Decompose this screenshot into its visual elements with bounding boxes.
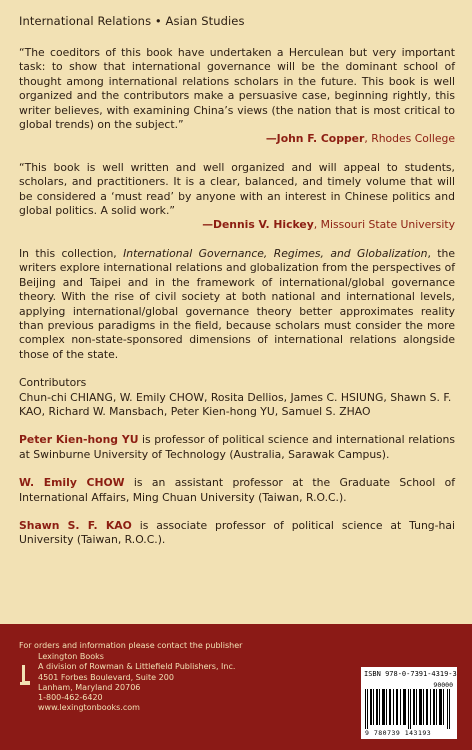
publisher-name: Lexington Books	[38, 652, 104, 661]
blurb-copper	[19, 46, 455, 147]
publisher-street: 4501 Forbes Boulevard, Suite 200	[38, 672, 174, 682]
description-before: In this collection,	[19, 246, 124, 260]
bio-yu	[19, 433, 455, 462]
bio-kao	[19, 519, 455, 548]
barcode-bars-icon	[365, 689, 453, 729]
description-after: , the writers explore international relations and globalization from the perspectives of Beijing and Taipei and in the framework of international/global governance theory. With the rise of civil society at both national and international levels, applying international/global governance theory better approximates reality than previous paradigms in the field, because scholars must consider the more complex non-state-sponsored dimensions of international relations alongside those of the state.	[19, 246, 455, 361]
publisher-footer	[0, 624, 472, 750]
publisher-division: A division of Rowman & Littlefield Publishers, Inc.	[38, 662, 236, 672]
blurb-hickey	[19, 161, 455, 233]
cover-content	[19, 14, 455, 562]
bio-name: Shawn S. F. KAO	[19, 518, 132, 532]
bio-name: Peter Kien-hong YU	[19, 433, 139, 447]
publisher-city: Lanham, Maryland 20706	[38, 682, 141, 692]
reviewer-institution: , Missouri State University	[313, 218, 455, 232]
reviewer-name: —Dennis V. Hickey	[202, 218, 314, 232]
book-description	[19, 247, 455, 362]
publisher-website: www.lexingtonbooks.com	[38, 703, 140, 713]
blurb-attribution	[19, 132, 455, 146]
bio-text: is associate professor of political science at Tung-hai University (Taiwan, R.O.C.).	[19, 518, 455, 547]
blurb-attribution	[19, 218, 455, 232]
contributors-list: Chun-chi CHIANG, W. Emily CHOW, Rosita Dellios, James C. HSIUNG, Shawn S. F. KAO, Richard W. Mansbach, Peter Kien-hong YU, Samuel S. ZHAO	[19, 390, 452, 418]
isbn-label: ISBN 978-0-7391-4319-3	[364, 670, 457, 678]
blurb-text: “The coeditors of this book have undertaken a Herculean but very important task: to show that international governance will be the dominant school of thought among international relations scholars in the future. This book is well organized and the contributors make a persuasive case, beginning rightly, this writer believes, with examining China’s views (the nation that is most critical to global trends) on the subject.”	[19, 46, 455, 132]
orders-info: For orders and information please contact the publisher	[19, 641, 243, 650]
bio-chow	[19, 476, 455, 505]
barcode	[361, 667, 457, 739]
publisher-address	[38, 652, 235, 714]
barcode-number: 9 780739 143193	[365, 729, 432, 737]
bio-name: W. Emily CHOW	[19, 476, 125, 490]
lexington-logo-icon	[19, 664, 31, 686]
bio-text: is professor of political science and international relations at Swinburne University of Technology (Australia, Sarawak Campus).	[19, 433, 455, 461]
blurb-text: “This book is well written and well organized and will appeal to students, scholars, and practitioners. It is a clear, balanced, and timely volume that will be considered a ‘must read’ by anyone with an interest in Chinese politics and global politics. A solid work.”	[19, 160, 455, 218]
reviewer-name: —John F. Copper	[265, 132, 365, 146]
reviewer-institution: , Rhodes College	[364, 132, 455, 146]
contributors-heading: Contributors	[19, 376, 87, 390]
subject-header: International Relations • Asian Studies	[19, 14, 245, 28]
price-code: 90000	[433, 681, 453, 689]
publisher-phone: 1-800-462-6420	[38, 693, 103, 703]
bio-text: is an assistant professor at the Graduate School of International Affairs, Ming Chuan University (Taiwan, R.O.C.).	[19, 476, 456, 504]
book-title: International Governance, Regimes, and Globalization	[123, 246, 428, 260]
